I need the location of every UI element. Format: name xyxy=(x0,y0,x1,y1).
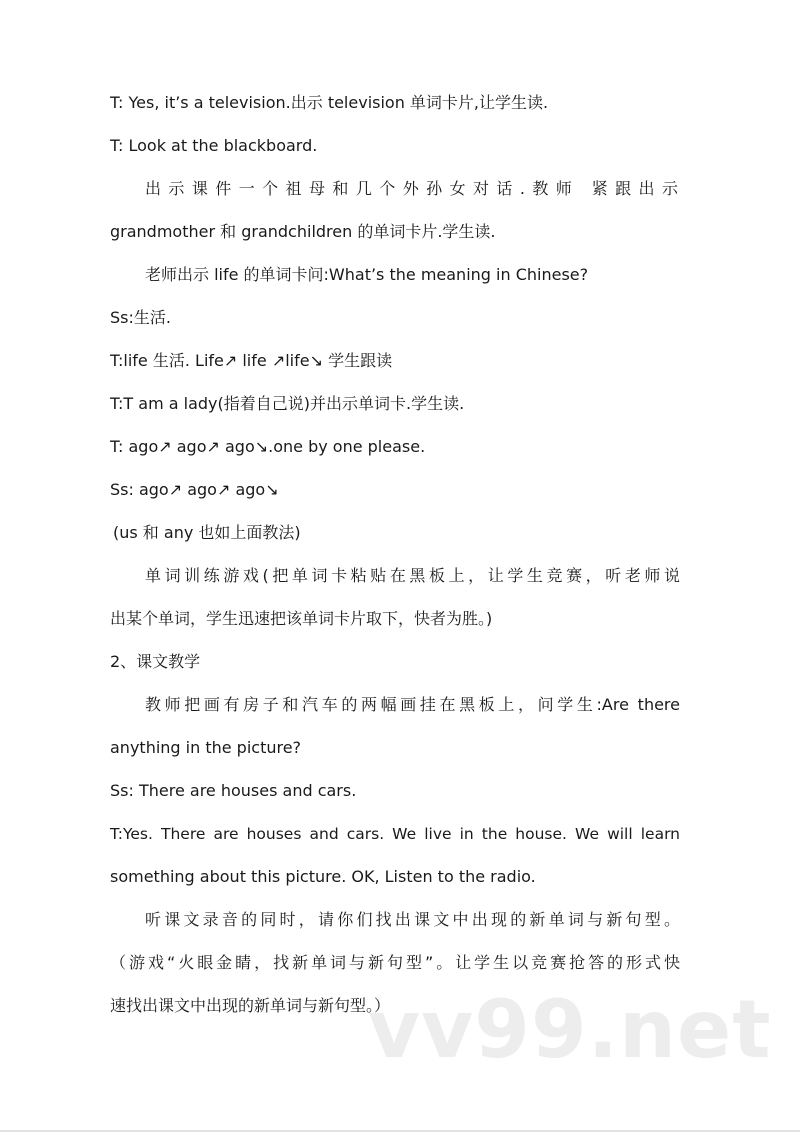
text-line: T:T am a lady(指着自己说)并出示单词卡.学生读. xyxy=(110,394,465,413)
text-line: something about this picture. OK, Listen to the radio. xyxy=(110,867,536,886)
text-line: 出示课件一个祖母和几个外孙女对话.教师 紧跟出示 xyxy=(145,179,680,198)
page-bottom-divider xyxy=(0,1130,800,1132)
text-line: Ss:生活. xyxy=(110,308,171,327)
text-line: Ss: ago↗ ago↗ ago↘ xyxy=(110,480,279,499)
text-line: T:Yes. There are houses and cars. We live in the house. We will learn xyxy=(110,825,680,843)
text-line: 单词训练游戏(把单词卡粘贴在黑板上，让学生竞赛，听老师说 xyxy=(145,566,680,585)
text-line: (us 和 any 也如上面教法) xyxy=(113,523,301,542)
text-line: anything in the picture? xyxy=(110,738,302,757)
text-line: grandmother 和 grandchildren 的单词卡片.学生读. xyxy=(110,222,496,241)
text-line: 教师把画有房子和汽车的两幅画挂在黑板上，问学生:Are there xyxy=(145,695,680,714)
section-heading: 2、课文教学 xyxy=(110,652,201,671)
text-line: T: Look at the blackboard. xyxy=(110,136,318,155)
text-line: T: Yes, it’s a television.出示 television 单词卡片,让学生读. xyxy=(110,93,549,112)
text-line: 速找出课文中出现的新单词与新句型。） xyxy=(110,996,391,1015)
text-line: Ss: There are houses and cars. xyxy=(110,781,357,800)
text-line: （游戏“火眼金睛，找新单词与新句型”。让学生以竞赛抢答的形式快 xyxy=(110,953,680,972)
text-line: 出某个单词，学生迅速把该单词卡片取下，快者为胜。) xyxy=(110,609,493,628)
site-watermark: vv99.net xyxy=(368,983,772,1076)
text-line: T:life 生活. Life↗ life ↗life↘ 学生跟读 xyxy=(110,351,393,370)
text-line: T: ago↗ ago↗ ago↘.one by one please. xyxy=(110,437,426,456)
text-line: 听课文录音的同时，请你们找出课文中出现的新单词与新句型。 xyxy=(145,910,680,929)
text-line: 老师出示 life 的单词卡问:What’s the meaning in Chinese? xyxy=(145,265,589,284)
